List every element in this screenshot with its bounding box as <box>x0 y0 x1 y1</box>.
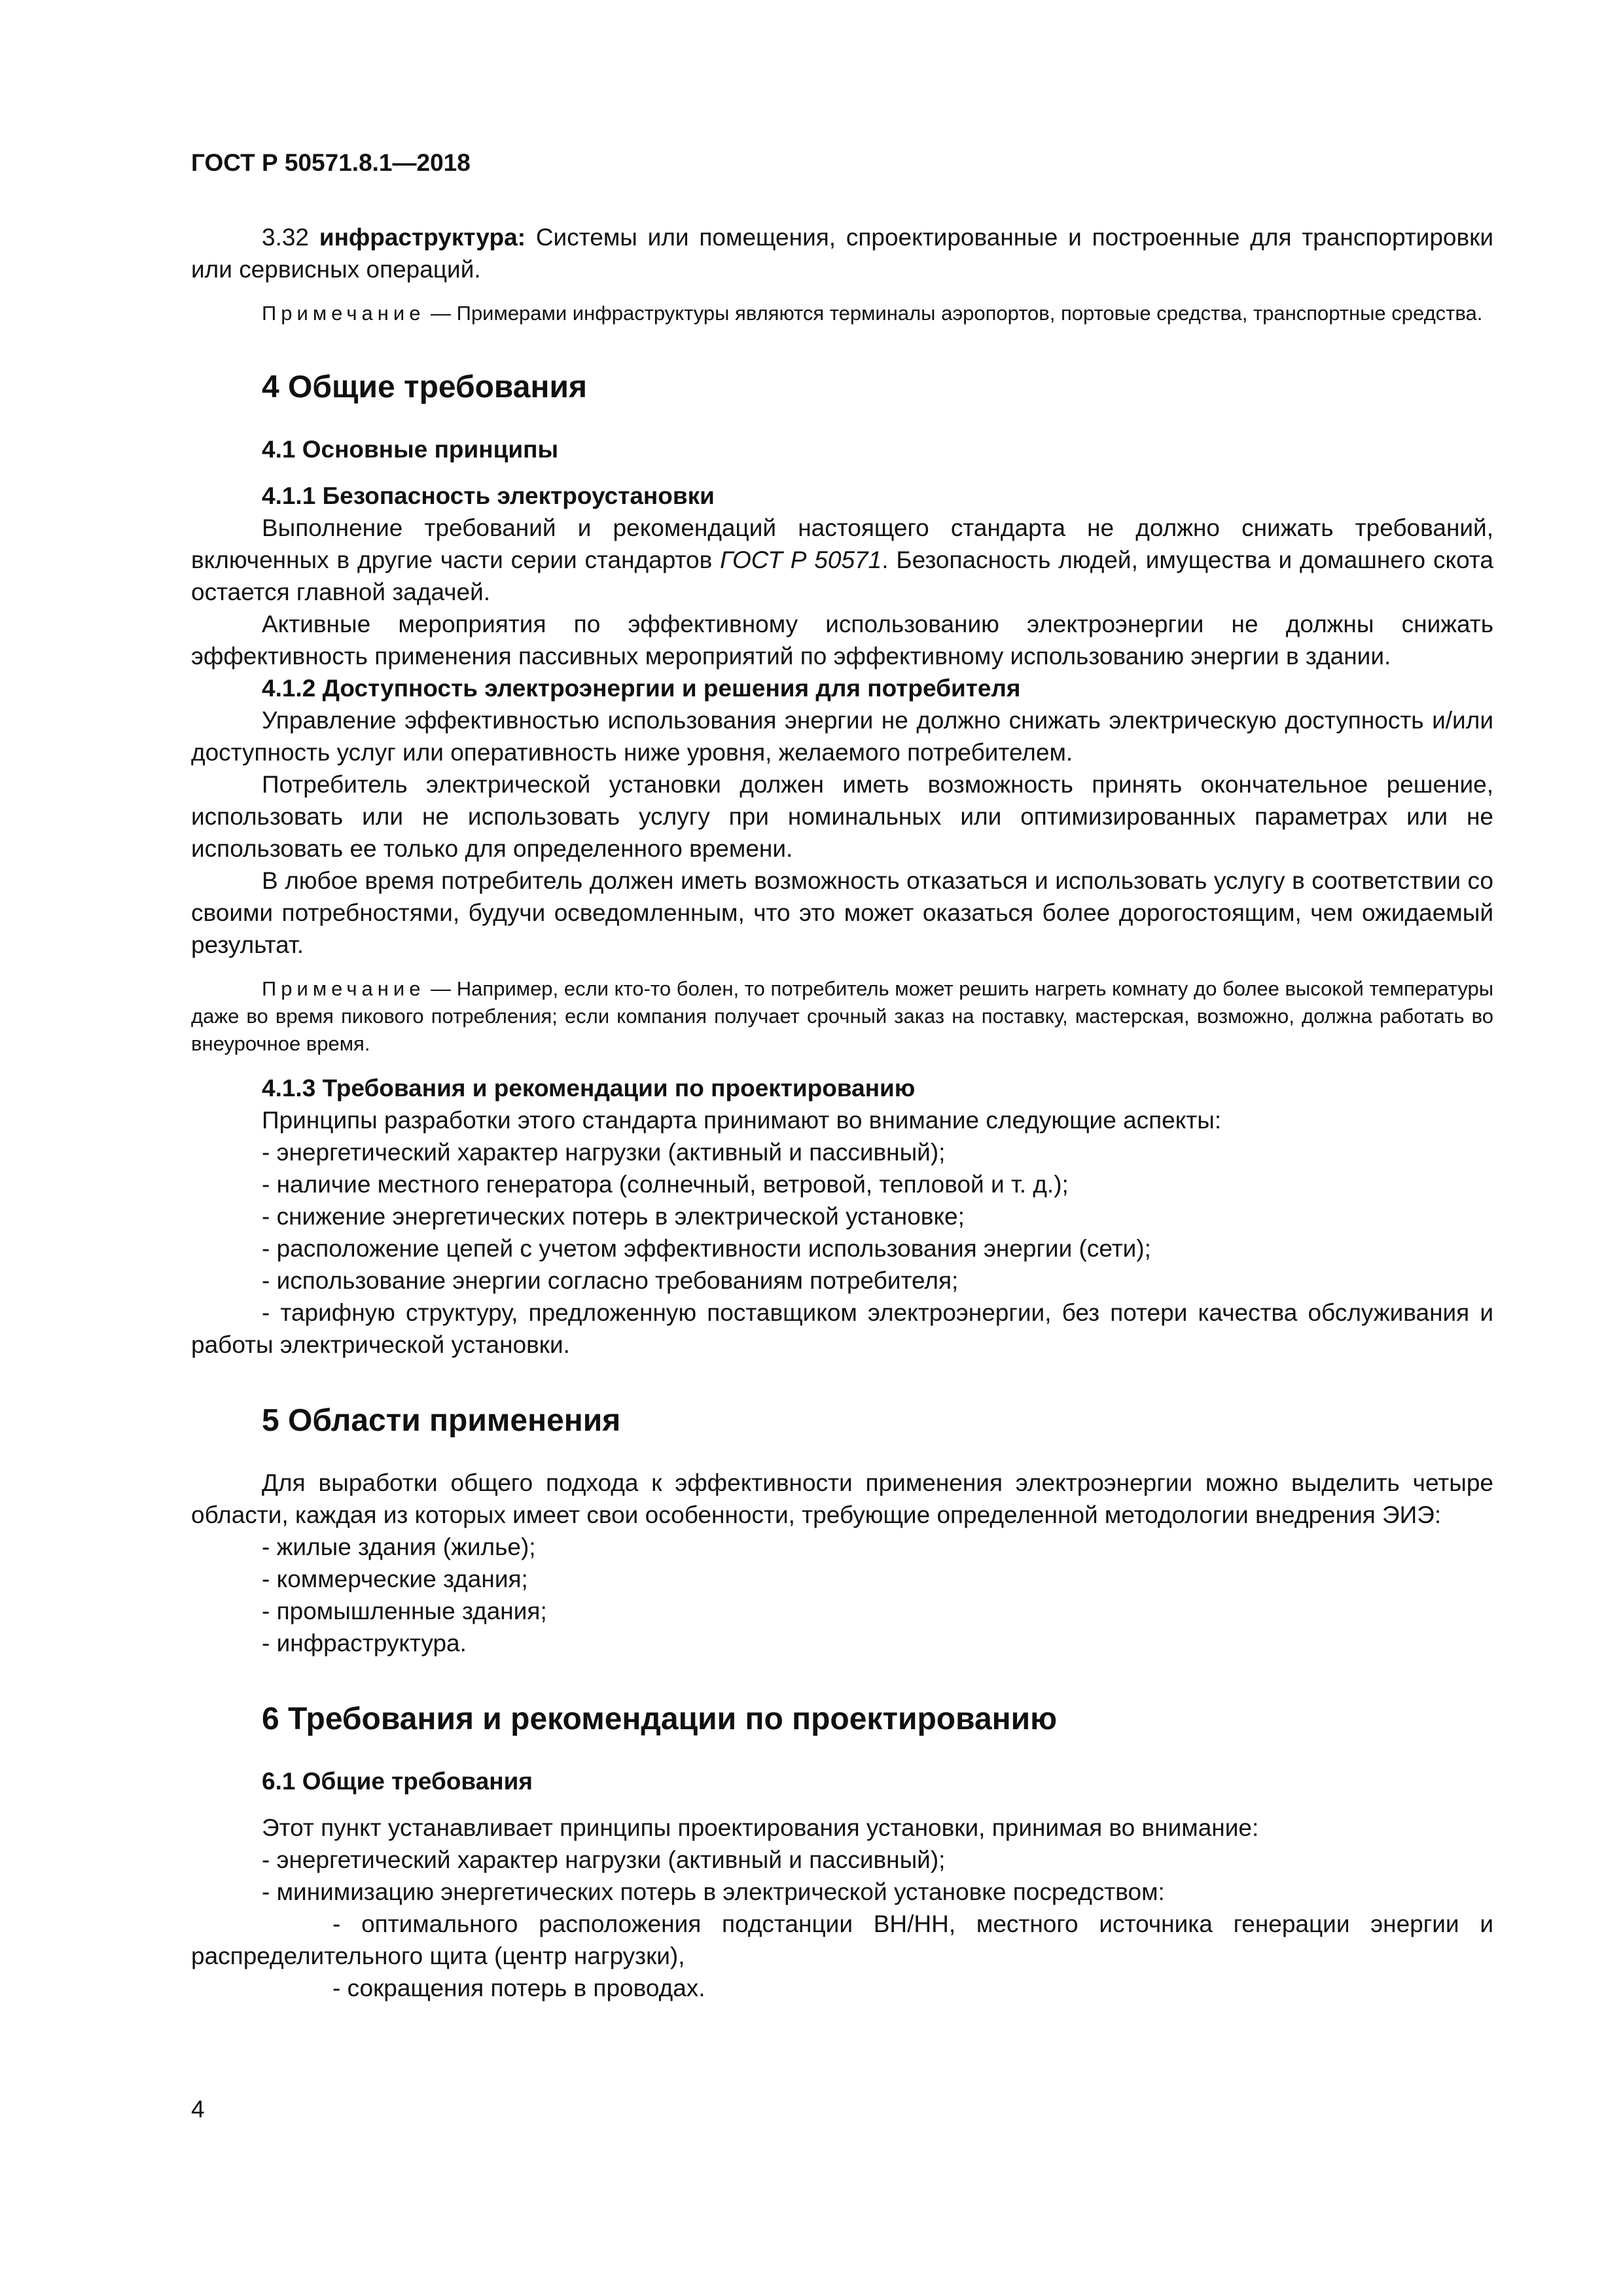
standard-reference: ГОСТ Р 50571 <box>720 547 882 573</box>
list-item: - использование энергии согласно требованиям потребителя; <box>262 1267 959 1294</box>
paragraph-4-1-2-2: Потребитель электрической установки должен иметь возможность принять окончательное решение, использовать или не использовать услугу при номинальных или оптимизированных параметрах или не использовать ее только для определенного времени. <box>191 771 1493 862</box>
term-number: 3.32 <box>262 224 310 251</box>
list-item: - коммерческие здания; <box>262 1566 528 1592</box>
page-number: 4 <box>191 2096 205 2123</box>
subsection-4-1-2-title: 4.1.2 Доступность электроэнергии и решения для потребителя <box>262 675 1021 702</box>
subsection-4-1-title: 4.1 Основные принципы <box>262 436 559 463</box>
list-item: - жилые здания (жилье); <box>262 1534 536 1560</box>
text-run: . Безопасность людей, имущества и домашнего скота остается главной задачей. <box>191 547 1493 605</box>
section-6-title: 6 Требования и рекомендации по проектированию <box>262 1702 1058 1736</box>
list-item: - инфраструктура. <box>262 1630 467 1657</box>
list-item: - промышленные здания; <box>262 1598 547 1624</box>
note-text: — Примерами инфраструктуры являются терминалы аэропортов, портовые средства, транспортные средства. <box>425 302 1483 325</box>
note-3-32 <box>191 300 1493 327</box>
paragraph-6-1-intro: Этот пункт устанавливает принципы проектирования установки, принимая во внимание: <box>262 1814 1259 1841</box>
list-item: - наличие местного генератора (солнечный, ветровой, тепловой и т. д.); <box>262 1171 1069 1198</box>
list-item: - энергетический характер нагрузки (активный и пассивный); <box>262 1846 946 1873</box>
term-definition: Системы или помещения, спроектированные и построенные для транспортировки или сервисных операций. <box>191 224 1493 283</box>
subsection-4-1-1-title: 4.1.1 Безопасность электроустановки <box>262 482 715 509</box>
subsection-6-1-title: 6.1 Общие требования <box>262 1768 533 1795</box>
term-3-32 <box>191 221 1493 285</box>
sub-list-item: - сокращения потерь в проводах. <box>332 1975 705 2001</box>
note-label: Примечание <box>262 977 425 1000</box>
list-item: - расположение цепей с учетом эффективности использования энергии (сети); <box>262 1235 1151 1262</box>
page-body <box>191 221 1493 2004</box>
section-4-title: 4 Общие требования <box>262 370 587 404</box>
term-name: инфраструктура: <box>319 224 526 251</box>
document-code-header: ГОСТ Р 50571.8.1—2018 <box>191 149 471 176</box>
subsection-4-1-3-title: 4.1.3 Требования и рекомендации по проектированию <box>262 1075 916 1102</box>
list-item: - энергетический характер нагрузки (активный и пассивный); <box>262 1139 946 1166</box>
section-5-title: 5 Области применения <box>262 1403 621 1438</box>
note-label: Примечание <box>262 302 425 325</box>
paragraph-4-1-2-3: В любое время потребитель должен иметь возможность отказаться и использовать услугу в соответствии со своими потребностями, будучи осведомленным, что это может оказаться более дорогостоящим, чем ожидаемый результат. <box>191 867 1493 958</box>
list-item-last: - тарифную структуру, предложенную поставщиком электроэнергии, без потери качества обслуживания и работы электрической установки. <box>191 1299 1493 1358</box>
paragraph-5-intro: Для выработки общего подхода к эффективности применения электроэнергии можно выделить четыре области, каждая из которых имеет свои особенности, требующие определенной методологии внедрения ЭИЭ: <box>191 1469 1493 1528</box>
note-text: — Например, если кто-то болен, то потребитель может решить нагреть комнату до более высокой температуры даже во время пикового потребления; если компания получает срочный заказ на поставку, мастерская, возможно, должна работать во внеурочное время. <box>191 977 1493 1055</box>
list-item: - минимизацию энергетических потерь в электрической установке посредством: <box>262 1878 1165 1905</box>
note-4-1-2 <box>191 975 1493 1058</box>
text-run: Выполнение требований и рекомендаций настоящего стандарта не должно снижать требований, включенных в другие части серии стандартов <box>191 514 1493 573</box>
paragraph-4-1-1-2: Активные мероприятия по эффективному использованию электроэнергии не должны снижать эффективность применения пассивных мероприятий по эффективному использованию энергии в здании. <box>191 611 1493 670</box>
paragraph-4-1-3-intro: Принципы разработки этого стандарта принимают во внимание следующие аспекты: <box>262 1107 1222 1134</box>
paragraph-4-1-1-1 <box>191 512 1493 608</box>
sub-list-item: - оптимального расположения подстанции ВН/НН, местного источника генерации энергии и распределительного щита (центр нагрузки), <box>191 1910 1493 1969</box>
list-item: - снижение энергетических потерь в электрической установке; <box>262 1203 965 1230</box>
paragraph-4-1-2-1: Управление эффективностью использования энергии не должно снижать электрическую доступность и/или доступность услуг или оперативность ниже уровня, желаемого потребителем. <box>191 707 1493 766</box>
